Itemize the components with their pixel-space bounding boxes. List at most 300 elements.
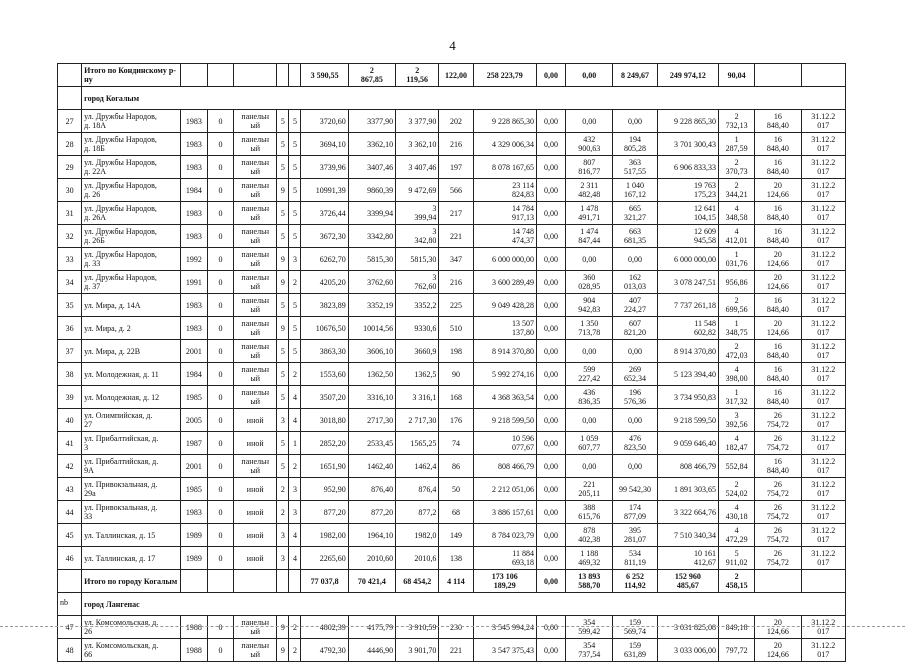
- table-cell: 32: [58, 225, 82, 248]
- table-cell: 168: [439, 386, 473, 409]
- table-row: [58, 363, 846, 386]
- table-cell: 407 224,27: [613, 294, 657, 317]
- table-cell: 3 545 994,24: [473, 616, 536, 639]
- table-cell: панельн ый: [234, 110, 277, 133]
- table-cell: 217: [439, 202, 473, 225]
- table-cell: 31.12.2 017: [801, 478, 845, 501]
- summary-row-kogalym: [58, 570, 846, 593]
- scan-edge-divider: [0, 626, 905, 628]
- table-cell: 0,00: [536, 639, 565, 662]
- table-cell: 1983: [180, 225, 207, 248]
- table-cell: 4 430,18: [719, 501, 755, 524]
- table-cell: 354 737,54: [566, 639, 613, 662]
- table-cell: 2: [289, 455, 301, 478]
- table-cell: 3399,94: [348, 202, 395, 225]
- table-cell: 3: [277, 524, 289, 547]
- table-cell: 48: [58, 639, 82, 662]
- empty-cell: [289, 570, 301, 593]
- table-cell: 3 901,70: [396, 639, 439, 662]
- table-cell: 4 368 363,54: [473, 386, 536, 409]
- table-cell: 476 823,50: [613, 432, 657, 455]
- table-cell: 3 033 006,00: [657, 639, 718, 662]
- table-cell: 877,20: [348, 501, 395, 524]
- table-cell: 3726,44: [301, 202, 348, 225]
- table-cell: 1987: [180, 432, 207, 455]
- summary-row-kondinsky: [58, 64, 846, 87]
- table-cell: ул. Дружбы Народов, д. 26Б: [82, 225, 181, 248]
- table-cell: 3762,60: [348, 271, 395, 294]
- table-cell: 230: [439, 616, 473, 639]
- city-header-row: [58, 593, 846, 616]
- table-cell: 0,00: [566, 110, 613, 133]
- table-cell: 2 311 482,48: [566, 179, 613, 202]
- table-cell: 808 466,79: [473, 455, 536, 478]
- table-cell: 1983: [180, 156, 207, 179]
- table-cell: 2533,45: [348, 432, 395, 455]
- table-cell: 149: [439, 524, 473, 547]
- table-row: [58, 409, 846, 432]
- empty-cell: [58, 87, 82, 110]
- table-cell: 1983: [180, 294, 207, 317]
- table-cell: 436 836,35: [566, 386, 613, 409]
- table-cell: 20 124,66: [755, 248, 801, 271]
- table-cell: 86: [439, 455, 473, 478]
- table-cell: 3 031 825,08: [657, 616, 718, 639]
- table-cell: панельн ый: [234, 225, 277, 248]
- summary-value: 152 960 485,67: [657, 570, 718, 593]
- table-cell: 20 124,66: [755, 271, 801, 294]
- summary-label: Итого по Кондинскому р-ну: [82, 64, 181, 87]
- table-cell: ул. Олимпийская, д. 27: [82, 409, 181, 432]
- table-cell: 5: [277, 363, 289, 386]
- table-row: [58, 156, 846, 179]
- table-cell: 3352,2: [396, 294, 439, 317]
- table-cell: 16 848,40: [755, 133, 801, 156]
- table-cell: 225: [439, 294, 473, 317]
- table-cell: 13 507 137,80: [473, 317, 536, 340]
- summary-value: 68 454,2: [396, 570, 439, 593]
- table-cell: 31.12.2 017: [801, 432, 845, 455]
- table-cell: 1988: [180, 639, 207, 662]
- table-cell: 0: [207, 271, 233, 294]
- table-cell: 1553,60: [301, 363, 348, 386]
- table-cell: 3 399,94: [396, 202, 439, 225]
- table-cell: 7 510 340,34: [657, 524, 718, 547]
- table-cell: 0: [207, 455, 233, 478]
- table-cell: панельн ый: [234, 386, 277, 409]
- table-cell: 31.12.2 017: [801, 156, 845, 179]
- table-cell: 10676,50: [301, 317, 348, 340]
- summary-value: 0,00: [566, 64, 613, 87]
- table-cell: 1982,0: [396, 524, 439, 547]
- table-cell: иной: [234, 478, 277, 501]
- table-cell: ул. Привокзальная, д. 33: [82, 501, 181, 524]
- table-cell: 31.12.2 017: [801, 225, 845, 248]
- summary-value: 3 590,55: [301, 64, 348, 87]
- table-cell: 31.12.2 017: [801, 501, 845, 524]
- table-cell: 194 805,28: [613, 133, 657, 156]
- table-cell: 2: [289, 616, 301, 639]
- table-cell: 956,86: [719, 271, 755, 294]
- table-cell: 2: [277, 501, 289, 524]
- table-cell: 6262,70: [301, 248, 348, 271]
- table-cell: 26 754,72: [755, 432, 801, 455]
- summary-value: 122,00: [439, 64, 473, 87]
- table-cell: 20 124,66: [755, 639, 801, 662]
- table-cell: 31.12.2 017: [801, 133, 845, 156]
- table-cell: 9860,39: [348, 179, 395, 202]
- table-cell: 4446,90: [348, 639, 395, 662]
- table-cell: 30: [58, 179, 82, 202]
- table-cell: 3: [289, 248, 301, 271]
- table-cell: панельн ый: [234, 156, 277, 179]
- table-cell: 0,00: [613, 340, 657, 363]
- table-cell: 3 762,60: [396, 271, 439, 294]
- table-cell: ул. Мира, д. 2: [82, 317, 181, 340]
- table-cell: 0,00: [536, 294, 565, 317]
- table-cell: 5: [289, 294, 301, 317]
- table-cell: 1462,40: [348, 455, 395, 478]
- table-row: [58, 455, 846, 478]
- table-cell: 4 398,00: [719, 363, 755, 386]
- table-row: [58, 639, 846, 662]
- empty-cell: [755, 64, 801, 87]
- table-cell: 8 784 023,79: [473, 524, 536, 547]
- table-row: [58, 501, 846, 524]
- table-cell: 0,00: [613, 248, 657, 271]
- table-cell: ул. Дружбы Народов, д. 18А: [82, 110, 181, 133]
- table-cell: 0,00: [536, 179, 565, 202]
- table-cell: 3352,19: [348, 294, 395, 317]
- table-row: [58, 317, 846, 340]
- table-cell: ул. Молодежная, д. 11: [82, 363, 181, 386]
- table-cell: 4: [289, 524, 301, 547]
- table-cell: 16 848,40: [755, 202, 801, 225]
- table-cell: 7 737 261,18: [657, 294, 718, 317]
- table-body: [58, 64, 846, 662]
- table-cell: 14 784 917,13: [473, 202, 536, 225]
- table-cell: 4 348,58: [719, 202, 755, 225]
- table-cell: 1984: [180, 179, 207, 202]
- table-cell: 10 161 412,67: [657, 547, 718, 570]
- table-cell: 4 182,47: [719, 432, 755, 455]
- table-cell: 31.12.2 017: [801, 248, 845, 271]
- table-cell: 0: [207, 524, 233, 547]
- table-cell: 2 370,73: [719, 156, 755, 179]
- table-cell: 31.12.2 017: [801, 363, 845, 386]
- table-cell: 876,4: [396, 478, 439, 501]
- table-cell: иной: [234, 524, 277, 547]
- table-cell: ул. Мира, д. 14А: [82, 294, 181, 317]
- table-cell: 138: [439, 547, 473, 570]
- table-cell: 1651,90: [301, 455, 348, 478]
- table-cell: 5: [277, 455, 289, 478]
- table-cell: 198: [439, 340, 473, 363]
- table-cell: 3 392,56: [719, 409, 755, 432]
- table-cell: 0,00: [536, 225, 565, 248]
- table-cell: иной: [234, 432, 277, 455]
- table-cell: 31.12.2 017: [801, 547, 845, 570]
- table-cell: 216: [439, 271, 473, 294]
- table-cell: 26 754,72: [755, 501, 801, 524]
- table-cell: 3: [289, 501, 301, 524]
- table-cell: 2: [289, 363, 301, 386]
- table-cell: 1991: [180, 271, 207, 294]
- table-cell: 31.12.2 017: [801, 340, 845, 363]
- table-cell: 1 317,32: [719, 386, 755, 409]
- table-cell: 1 478 491,71: [566, 202, 613, 225]
- table-cell: 0,00: [613, 110, 657, 133]
- table-cell: ул. Комсомольская, д. 66: [82, 639, 181, 662]
- table-cell: 0,00: [536, 271, 565, 294]
- table-cell: панельн ый: [234, 616, 277, 639]
- table-cell: 16 848,40: [755, 363, 801, 386]
- table-cell: 3 701 300,43: [657, 133, 718, 156]
- table-cell: 9: [277, 179, 289, 202]
- summary-value: 8 249,67: [613, 64, 657, 87]
- table-cell: 432 900,63: [566, 133, 613, 156]
- table-cell: 8 914 370,80: [657, 340, 718, 363]
- empty-cell: [234, 64, 277, 87]
- table-cell: 6 000 000,00: [657, 248, 718, 271]
- table-cell: 44: [58, 501, 82, 524]
- table-cell: 1983: [180, 110, 207, 133]
- table-cell: 269 652,34: [613, 363, 657, 386]
- table-cell: 5: [277, 156, 289, 179]
- summary-label: Итого по городу Когалым: [82, 570, 181, 593]
- table-cell: 31.12.2 017: [801, 524, 845, 547]
- table-cell: 0: [207, 363, 233, 386]
- table-cell: 221: [439, 225, 473, 248]
- city-name: город Когалым: [82, 87, 846, 110]
- table-cell: 3018,80: [301, 409, 348, 432]
- table-cell: 904 942,83: [566, 294, 613, 317]
- table-cell: панельн ый: [234, 271, 277, 294]
- table-cell: 176: [439, 409, 473, 432]
- table-cell: 2: [289, 271, 301, 294]
- table-row: [58, 294, 846, 317]
- table-cell: 1 188 469,32: [566, 547, 613, 570]
- table-cell: 5: [289, 133, 301, 156]
- table-cell: 2: [277, 478, 289, 501]
- table-cell: 2 344,21: [719, 179, 755, 202]
- table-cell: 74: [439, 432, 473, 455]
- table-cell: 16 848,40: [755, 386, 801, 409]
- table-cell: 4 412,01: [719, 225, 755, 248]
- table-cell: 1989: [180, 547, 207, 570]
- table-cell: панельн ый: [234, 639, 277, 662]
- table-cell: 0,00: [536, 455, 565, 478]
- table-cell: 1983: [180, 133, 207, 156]
- table-cell: 1 891 303,65: [657, 478, 718, 501]
- table-cell: ул. Таллинская, д. 17: [82, 547, 181, 570]
- table-cell: 665 321,27: [613, 202, 657, 225]
- table-cell: 3 734 950,83: [657, 386, 718, 409]
- table-cell: 2001: [180, 340, 207, 363]
- empty-cell: [801, 64, 845, 87]
- table-cell: 12 641 104,15: [657, 202, 718, 225]
- table-cell: 797,72: [719, 639, 755, 662]
- table-cell: 3739,96: [301, 156, 348, 179]
- table-cell: 5 911,02: [719, 547, 755, 570]
- table-cell: 3: [277, 547, 289, 570]
- table-cell: 12 609 945,58: [657, 225, 718, 248]
- table-cell: 4: [289, 409, 301, 432]
- table-row: [58, 133, 846, 156]
- table-row: [58, 478, 846, 501]
- table-cell: ул. Мира, д. 22В: [82, 340, 181, 363]
- table-cell: 5: [289, 156, 301, 179]
- table-cell: 3863,30: [301, 340, 348, 363]
- table-cell: 0: [207, 639, 233, 662]
- table-cell: 0,00: [536, 524, 565, 547]
- table-cell: 9: [277, 317, 289, 340]
- table-cell: ул. Дружбы Народов, д. 26А: [82, 202, 181, 225]
- table-cell: ул. Молодежная, д. 12: [82, 386, 181, 409]
- table-cell: 9: [277, 248, 289, 271]
- table-cell: 40: [58, 409, 82, 432]
- table-cell: 0: [207, 409, 233, 432]
- table-cell: 9 218 599,50: [657, 409, 718, 432]
- table-cell: 196 576,36: [613, 386, 657, 409]
- table-cell: 0: [207, 386, 233, 409]
- table-cell: 3606,10: [348, 340, 395, 363]
- table-cell: ул. Дружбы Народов, д. 18Б: [82, 133, 181, 156]
- empty-cell: [755, 570, 801, 593]
- table-cell: 3362,10: [348, 133, 395, 156]
- summary-value: 6 252 114,92: [613, 570, 657, 593]
- table-cell: 1982,00: [301, 524, 348, 547]
- table-cell: иной: [234, 501, 277, 524]
- table-cell: 16 848,40: [755, 294, 801, 317]
- table-row: [58, 179, 846, 202]
- summary-value: 4 114: [439, 570, 473, 593]
- table-cell: 202: [439, 110, 473, 133]
- table-cell: ул. Дружбы Народов, д. 37: [82, 271, 181, 294]
- empty-cell: [207, 570, 233, 593]
- table-cell: 23 114 824,83: [473, 179, 536, 202]
- table-cell: 0,00: [536, 110, 565, 133]
- table-cell: 3 322 664,76: [657, 501, 718, 524]
- table-cell: 8 078 167,65: [473, 156, 536, 179]
- table-cell: 5 992 274,16: [473, 363, 536, 386]
- table-cell: 29: [58, 156, 82, 179]
- table-cell: 0: [207, 501, 233, 524]
- table-cell: 26 754,72: [755, 478, 801, 501]
- table-cell: 0,00: [536, 156, 565, 179]
- table-cell: 2717,30: [348, 409, 395, 432]
- table-cell: ул. Дружбы Народов, д. 26: [82, 179, 181, 202]
- table-cell: 33: [58, 248, 82, 271]
- table-cell: 3 547 375,43: [473, 639, 536, 662]
- summary-value: 2 119,56: [396, 64, 439, 87]
- table-cell: 3: [277, 409, 289, 432]
- table-cell: 5815,30: [396, 248, 439, 271]
- table-cell: 31.12.2 017: [801, 179, 845, 202]
- housing-register-table: [57, 63, 846, 662]
- table-cell: 4205,20: [301, 271, 348, 294]
- empty-cell: [180, 570, 207, 593]
- table-cell: 2: [289, 639, 301, 662]
- table-cell: 20 124,66: [755, 616, 801, 639]
- table-cell: 0,00: [613, 409, 657, 432]
- table-cell: 42: [58, 455, 82, 478]
- table-cell: 0,00: [536, 248, 565, 271]
- table-cell: 31.12.2 017: [801, 202, 845, 225]
- table-cell: 0: [207, 317, 233, 340]
- table-cell: 9: [277, 616, 289, 639]
- table-row: [58, 432, 846, 455]
- table-cell: 5: [277, 432, 289, 455]
- table-cell: 0: [207, 340, 233, 363]
- table-cell: 552,84: [719, 455, 755, 478]
- table-cell: 221: [439, 639, 473, 662]
- table-cell: 0: [207, 294, 233, 317]
- table-cell: 2 524,02: [719, 478, 755, 501]
- table-cell: 221 205,11: [566, 478, 613, 501]
- table-cell: 16 848,40: [755, 110, 801, 133]
- table-row: [58, 386, 846, 409]
- table-row: [58, 225, 846, 248]
- table-cell: 10991,39: [301, 179, 348, 202]
- table-cell: 0: [207, 225, 233, 248]
- summary-value: 0,00: [536, 64, 565, 87]
- table-cell: 0,00: [536, 202, 565, 225]
- table-cell: 5: [277, 202, 289, 225]
- table-cell: панельн ый: [234, 317, 277, 340]
- summary-value: 0,00: [536, 570, 565, 593]
- table-cell: 9 059 646,40: [657, 432, 718, 455]
- table-cell: иной: [234, 547, 277, 570]
- table-cell: 3342,80: [348, 225, 395, 248]
- table-cell: 26 754,72: [755, 547, 801, 570]
- table-cell: 5: [277, 294, 289, 317]
- table-cell: 47: [58, 616, 82, 639]
- table-cell: 38: [58, 363, 82, 386]
- summary-value: 13 893 588,70: [566, 570, 613, 593]
- table-cell: 0: [207, 133, 233, 156]
- table-cell: 1 059 607,77: [566, 432, 613, 455]
- table-cell: 3 407,46: [396, 156, 439, 179]
- table-cell: 4175,79: [348, 616, 395, 639]
- table-cell: 16 848,40: [755, 156, 801, 179]
- empty-cell: [207, 64, 233, 87]
- table-cell: 37: [58, 340, 82, 363]
- table-cell: 1983: [180, 202, 207, 225]
- table-cell: 363 517,55: [613, 156, 657, 179]
- table-cell: 878 402,38: [566, 524, 613, 547]
- table-cell: 0,00: [566, 248, 613, 271]
- table-cell: 1 474 847,44: [566, 225, 613, 248]
- table-cell: ул. Дружбы Народов, д. 33: [82, 248, 181, 271]
- table-cell: 0,00: [536, 409, 565, 432]
- table-cell: 877,20: [301, 501, 348, 524]
- table-cell: 1: [289, 432, 301, 455]
- table-cell: 9 228 865,30: [473, 110, 536, 133]
- table-cell: 8 914 370,80: [473, 340, 536, 363]
- table-cell: 3316,10: [348, 386, 395, 409]
- table-cell: 1983: [180, 317, 207, 340]
- table-cell: 31.12.2 017: [801, 409, 845, 432]
- table-cell: 0,00: [536, 317, 565, 340]
- table-cell: 0,00: [536, 547, 565, 570]
- table-cell: 5: [289, 225, 301, 248]
- table-cell: 3 600 289,49: [473, 271, 536, 294]
- city-header-row: [58, 87, 846, 110]
- summary-value: 258 223,79: [473, 64, 536, 87]
- table-cell: 9 228 865,30: [657, 110, 718, 133]
- table-cell: 1462,4: [396, 455, 439, 478]
